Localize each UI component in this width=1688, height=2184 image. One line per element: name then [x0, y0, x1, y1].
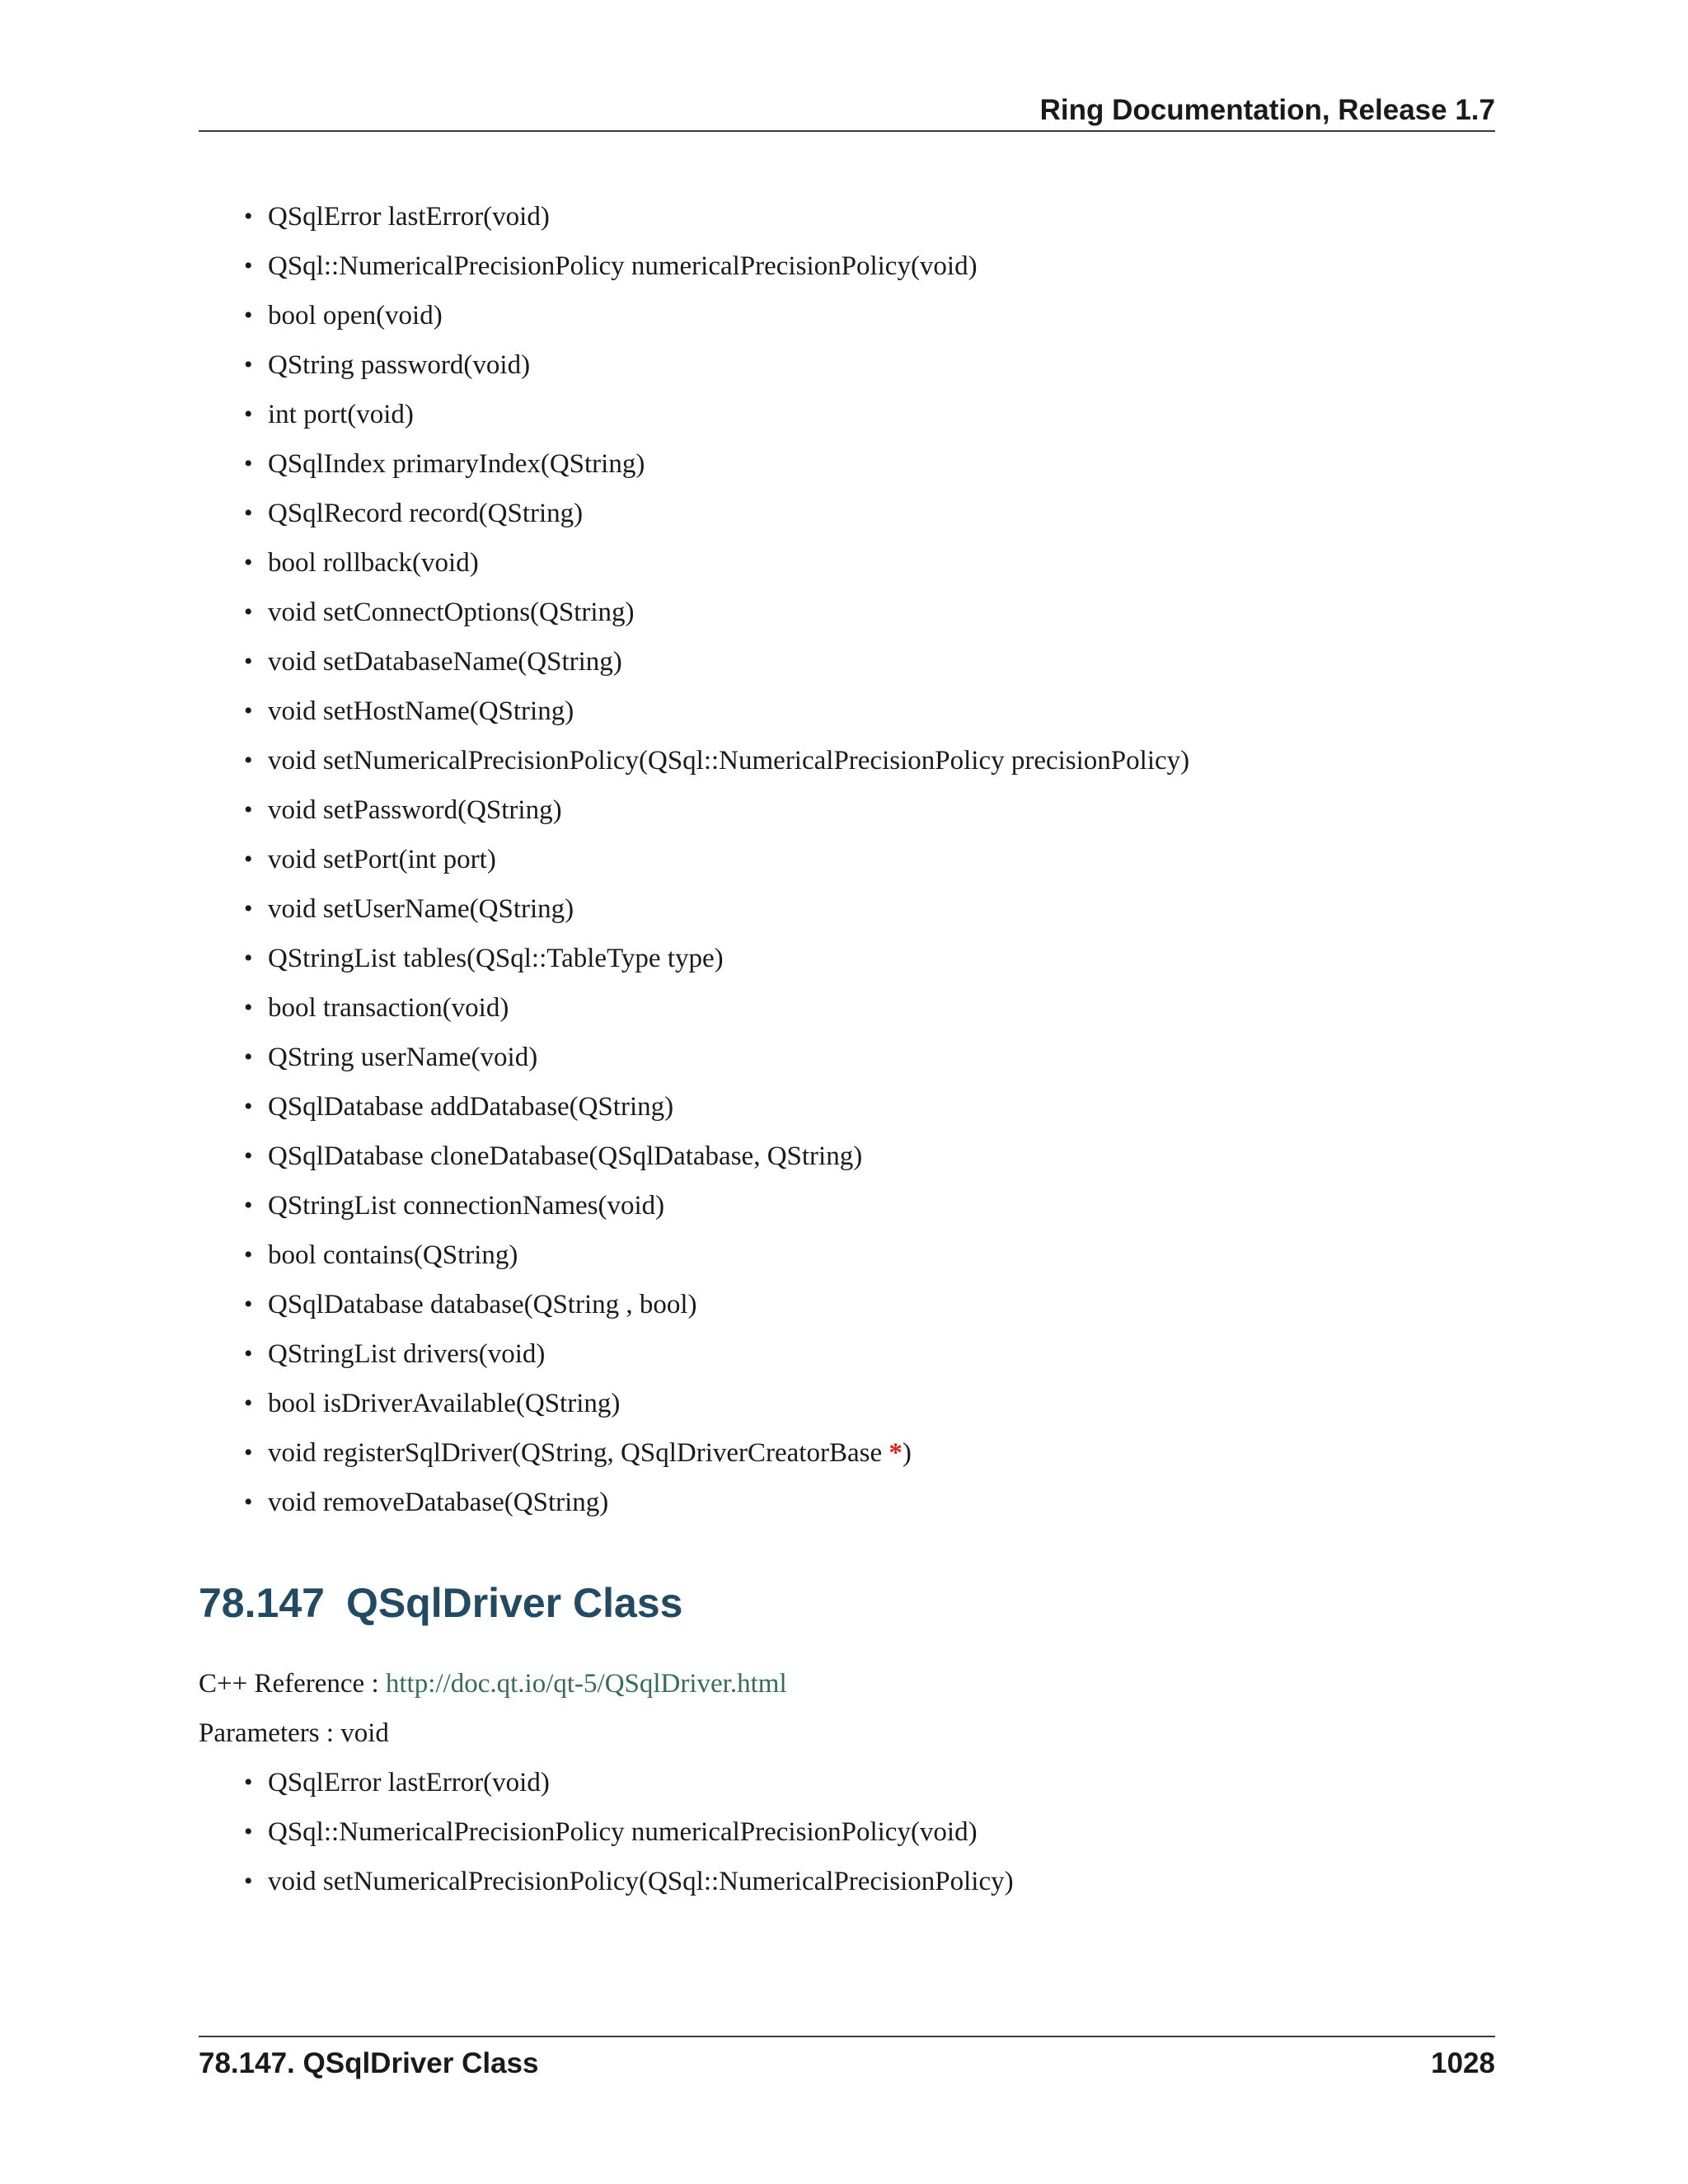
reference-link[interactable]: http://doc.qt.io/qt-5/QSqlDriver.html: [385, 1669, 787, 1699]
bullet: •: [244, 1043, 253, 1071]
header-divider: [199, 130, 1495, 132]
reference-label: C++ Reference :: [199, 1669, 386, 1699]
method-signature: QSql::NumericalPrecisionPolicy numericalPrecisionPolicy(void): [268, 251, 978, 281]
bullet: •: [244, 1818, 253, 1845]
method-signature: QSqlRecord record(QString): [268, 499, 584, 528]
bullet: •: [244, 944, 253, 972]
method-signature: QString password(void): [268, 350, 531, 380]
method-signature: QSql::NumericalPrecisionPolicy numericalPrecisionPolicy(void): [268, 1817, 978, 1847]
bullet: •: [244, 1488, 253, 1516]
bullet: •: [244, 1241, 253, 1268]
bullet: •: [244, 1769, 253, 1796]
bullet: •: [244, 1291, 253, 1318]
bullet: •: [244, 1390, 253, 1417]
bullet: •: [244, 549, 253, 576]
method-signature: QSqlError lastError(void): [268, 1768, 550, 1797]
bullet: •: [244, 252, 253, 279]
pointer-asterisk: *: [889, 1438, 903, 1468]
bullet: •: [244, 499, 253, 527]
method-signature: QSqlDatabase addDatabase(QString): [268, 1092, 674, 1122]
bullet: •: [244, 648, 253, 675]
signature-text-end: ): [902, 1438, 912, 1468]
method-signature: void setNumericalPrecisionPolicy(QSql::NumericalPrecisionPolicy precisionPolicy): [268, 746, 1190, 776]
bullet: •: [244, 747, 253, 774]
bullet: •: [244, 351, 253, 378]
bullet: •: [244, 1340, 253, 1367]
method-signature: void setHostName(QString): [268, 696, 574, 726]
method-signature: void setPassword(QString): [268, 795, 562, 825]
bullet: •: [244, 994, 253, 1021]
method-signature: bool isDriverAvailable(QString): [268, 1389, 621, 1418]
method-signature: void setConnectOptions(QString): [268, 598, 635, 627]
section-heading: [199, 1574, 682, 1632]
bullet: •: [244, 1093, 253, 1120]
footer-divider: [199, 2036, 1495, 2037]
method-signature: void setPort(int port): [268, 845, 496, 874]
bullet: •: [244, 1142, 253, 1169]
method-signature: QStringList drivers(void): [268, 1339, 546, 1369]
bullet: •: [244, 450, 253, 477]
method-signature: bool open(void): [268, 301, 443, 330]
footer-section: 78.147. QSqlDriver Class: [199, 2047, 539, 2079]
method-signature: bool rollback(void): [268, 548, 479, 578]
method-signature: void setDatabaseName(QString): [268, 647, 622, 677]
bullet: •: [244, 203, 253, 230]
bullet: •: [244, 846, 253, 873]
bullet: •: [244, 302, 253, 329]
method-signature: QStringList tables(QSql::TableType type): [268, 944, 724, 973]
section-number: 78.147: [199, 1580, 325, 1626]
cpp-reference: [199, 1662, 787, 1705]
method-signature: [268, 1432, 912, 1474]
bullet: •: [244, 697, 253, 724]
method-signature: bool transaction(void): [268, 993, 509, 1023]
bullet: •: [244, 401, 253, 428]
bullet: •: [244, 598, 253, 626]
bullet: •: [244, 1192, 253, 1219]
method-signature: QSqlIndex primaryIndex(QString): [268, 449, 645, 479]
method-signature: bool contains(QString): [268, 1240, 518, 1270]
bullet: •: [244, 796, 253, 823]
parameters-line: Parameters : void: [199, 1718, 389, 1748]
method-signature: QSqlDatabase cloneDatabase(QSqlDatabase, QString): [268, 1141, 863, 1171]
method-signature: QString userName(void): [268, 1043, 538, 1072]
signature-text: void registerSqlDriver(QString, QSqlDriverCreatorBase: [268, 1438, 889, 1468]
method-signature: QSqlError lastError(void): [268, 202, 550, 232]
bullet: •: [244, 1439, 253, 1466]
bullet: •: [244, 895, 253, 922]
method-signature: void setUserName(QString): [268, 894, 574, 924]
method-signature: QSqlDatabase database(QString , bool): [268, 1290, 697, 1319]
method-signature: QStringList connectionNames(void): [268, 1191, 665, 1221]
method-signature: void removeDatabase(QString): [268, 1488, 609, 1517]
running-header: Ring Documentation, Release 1.7: [1039, 94, 1495, 126]
method-signature: int port(void): [268, 400, 414, 429]
section-title-text: QSqlDriver Class: [345, 1580, 683, 1626]
page-number: 1028: [1431, 2047, 1495, 2079]
bullet: •: [244, 1868, 253, 1895]
method-signature: void setNumericalPrecisionPolicy(QSql::NumericalPrecisionPolicy): [268, 1867, 1014, 1896]
